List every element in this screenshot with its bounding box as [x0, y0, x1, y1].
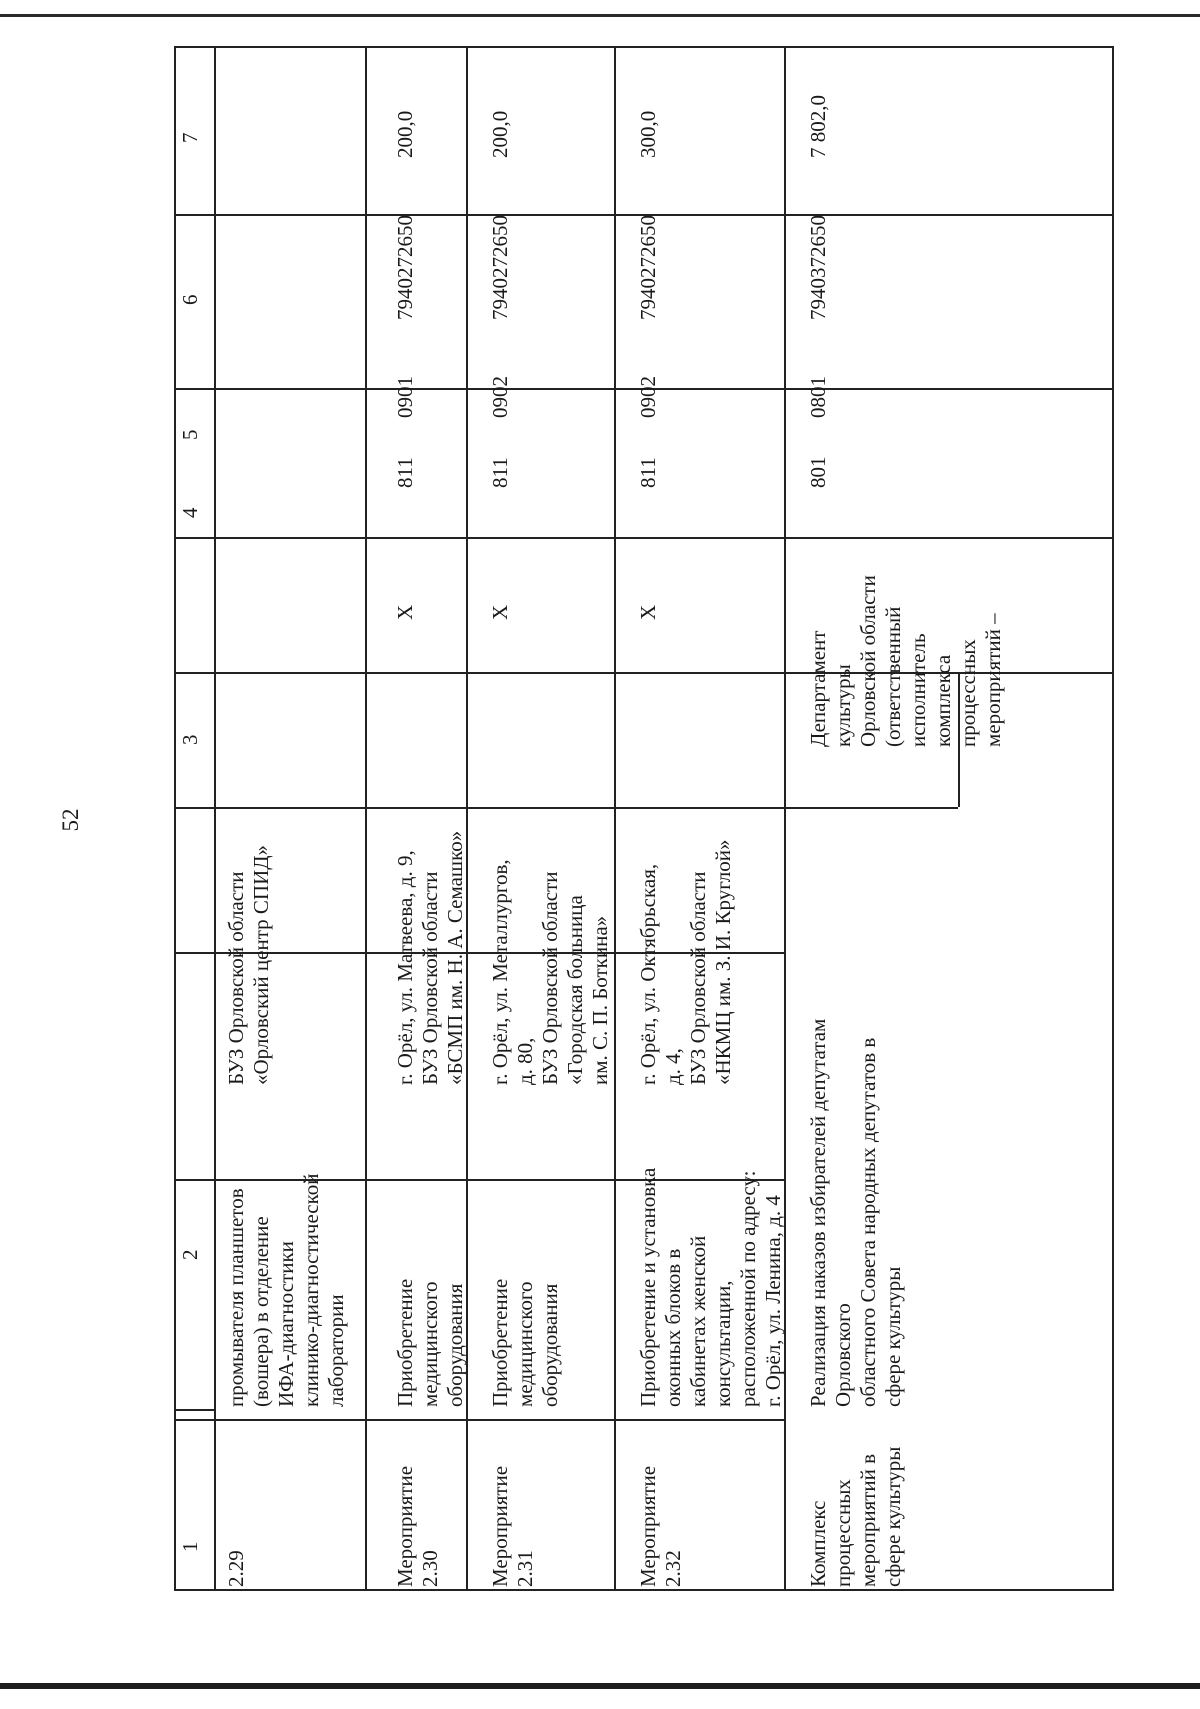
row-230-description: Приобретение медицинского оборудования: [393, 1278, 467, 1407]
row-229-recipient: БУЗ Орловской области «Орловский центр СПИД»: [224, 844, 273, 1085]
scan-top-edge: [0, 0, 1200, 17]
row-231-c5: 0902: [488, 376, 512, 418]
complex-description: Реализация наказов избирателей депутатам Орловского областного Совета народных депутатов в сфере культуры: [806, 1018, 905, 1407]
row-232-description: Приобретение и установка оконных блоков в кабинетах женской консультации, расположенной по адресу: г. Орёл, ул. Ленина, д. 4: [636, 1167, 785, 1407]
complex-c7: 7 802,0: [806, 95, 830, 158]
row-230-c4: 811: [393, 457, 417, 488]
scan-bottom-edge: [0, 1683, 1200, 1709]
col-header-2-text: 2: [178, 1249, 202, 1260]
row-232-c6: 7940272650: [636, 215, 660, 320]
row-232-c7: 300,0: [636, 110, 660, 158]
row-231-code: Мероприятие 2.31: [488, 1465, 537, 1587]
row-229-code: 2.29: [224, 1550, 248, 1587]
page-number: 52: [58, 808, 83, 832]
row-231-recipient: г. Орёл, ул. Металлургов, д. 80, БУЗ Орловской области «Городская больница им. С. П. Боткина»: [488, 859, 612, 1085]
col-header-6-text: 6: [178, 294, 202, 305]
row-230-c6: 7940272650: [393, 215, 417, 320]
complex-c6: 7940372650: [806, 215, 830, 320]
complex-responsible: Департамент культуры Орловской области (ответственный исполнитель комплекса процессных мероприятий –: [806, 575, 1005, 747]
row-229-description: промывателя планшетов (вошера) в отделение ИФА-диагностики клинико-диагностической лаборатории: [224, 1173, 348, 1407]
row-232-code: Мероприятие 2.32: [636, 1465, 685, 1587]
col-header-7-text: 7: [178, 132, 202, 143]
col-header-5-text: 5: [178, 429, 202, 440]
row-230-c3: X: [393, 604, 417, 620]
row-231-description: Приобретение медицинского оборудования: [488, 1278, 562, 1407]
row-231-c6: 7940272650: [488, 215, 512, 320]
row-232-recipient: г. Орёл, ул. Октябрьская, д. 4, БУЗ Орловской области «НКМЦ им. З. И. Круглой»: [636, 839, 735, 1085]
row-230-code: Мероприятие 2.30: [393, 1465, 442, 1587]
complex-c4: 801: [806, 456, 830, 488]
row-230-c5: 0901: [393, 376, 417, 418]
complex-code: Комплекс процессных мероприятий в сфере культуры: [806, 1446, 905, 1587]
row-231-c4: 811: [488, 457, 512, 488]
col-header-1-text: 1: [178, 1541, 202, 1552]
row-232-c4: 811: [636, 457, 660, 488]
row-232-c5: 0902: [636, 376, 660, 418]
row-231-c3: X: [488, 604, 512, 620]
row-231-c7: 200,0: [488, 110, 512, 158]
row-230-c7: 200,0: [393, 110, 417, 158]
col-header-3-text: 3: [178, 734, 202, 745]
col-header-4-text: 4: [178, 507, 202, 518]
row-230-recipient: г. Орёл, ул. Матвеева, д. 9, БУЗ Орловской области «БСМП им. Н. А. Семашко»: [393, 830, 467, 1085]
row-232-c3: X: [636, 604, 660, 620]
complex-c5: 0801: [806, 376, 830, 418]
